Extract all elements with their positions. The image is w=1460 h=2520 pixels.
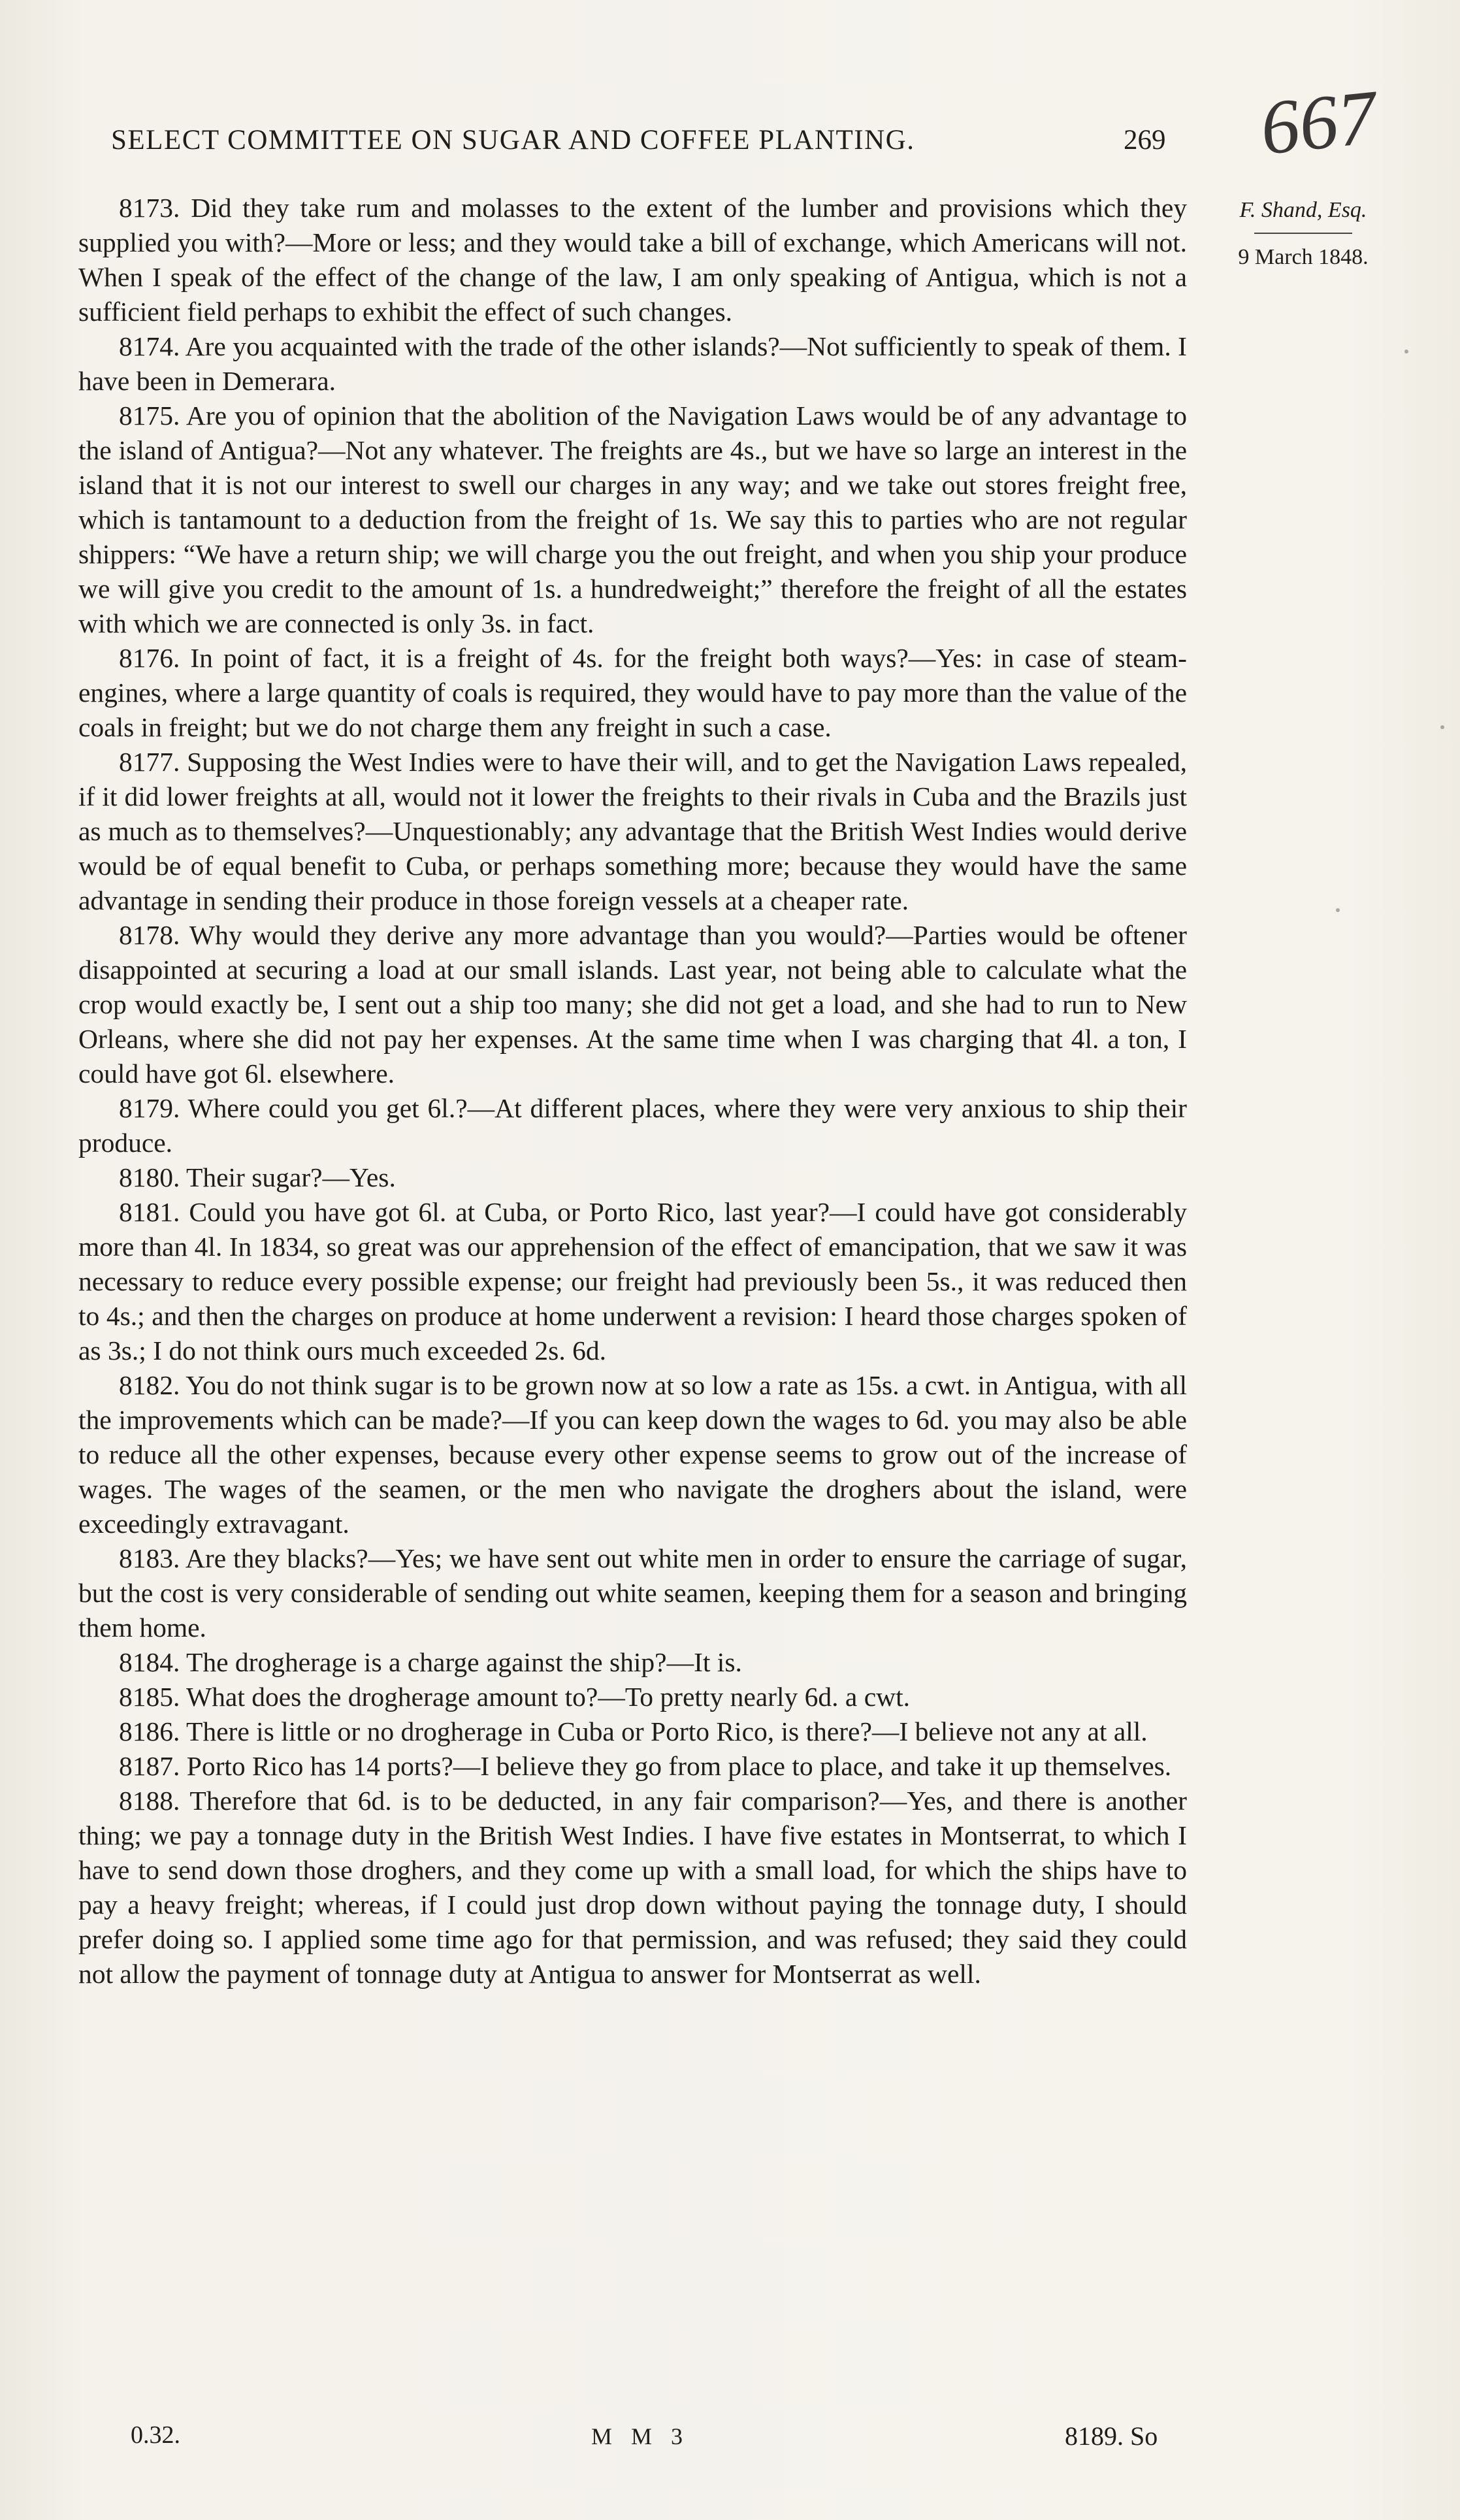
testimony-date: 9 March 1848.	[1238, 245, 1369, 269]
paragraph-8174: 8174. Are you acquainted with the trade of the other islands?—Not sufficiently to speak of them. I have been in Demerara.	[78, 331, 1187, 396]
paper-speck	[1336, 908, 1340, 912]
margin-divider	[1254, 233, 1352, 234]
handwritten-folio-number: 667	[1256, 74, 1381, 171]
paragraph-8181: 8181. Could you have got 6l. at Cuba, or Porto Rico, last year?—I could have got considerably more than 4l. In 1834, so great was our apprehension of the effect of emancipation, that we saw it was necessary to reduce every possible expense; our freight had previously been 5s., it was reduced then to 4s.; and then the charges on produce at home underwent a revision: I heard those charges spoken of as 3s.; I do not think ours much exceeded 2s. 6d.	[78, 1197, 1187, 1366]
paragraph-8188: 8188. Therefore that 6d. is to be deducted, in any fair comparison?—Yes, and there is another thing; we pay a tonnage duty in the British West Indies. I have five estates in Montserrat, to which I have to send down those droghers, and they come up with a small load, for which the ships have to pay a heavy freight; whereas, if I could just drop down without paying the tonnage duty, I should prefer doing so. I applied some time ago for that permission, and was refused; they said they could not allow the payment of tonnage duty at Antigua to answer for Montserrat as well.	[78, 1786, 1187, 1989]
paragraph-8178: 8178. Why would they derive any more advantage than you would?—Parties would be oftener disappointed at securing a load at our small islands. Last year, not being able to calculate what the crop would exactly be, I sent out a ship too many; she did not get a load, and she had to run to New Orleans, where she did not pay her expenses. At the same time when I was charging that 4l. a ton, I could have got 6l. elsewhere.	[78, 920, 1187, 1088]
footer-catchword: 8189. So	[1065, 2421, 1158, 2451]
footer-signature-mark: M M 3	[591, 2423, 690, 2449]
paragraph-8185: 8185. What does the drogherage amount to?—To pretty nearly 6d. a cwt.	[119, 1682, 910, 1712]
paragraph-8177: 8177. Supposing the West Indies were to have their will, and to get the Navigation Laws repealed, if it did lower freights at all, would not it lower the freights to their rivals in Cuba and the Brazils just as much as to themselves?—Unquestionably; any advantage that the British West Indies would derive would be of equal benefit to Cuba, or perhaps something more; because they would have the same advantage in sending their produce in those foreign vessels at a cheaper rate.	[78, 747, 1187, 915]
paragraph-8175: 8175. Are you of opinion that the abolition of the Navigation Laws would be of any advantage to the island of Antigua?—Not any whatever. The freights are 4s., but we have so large an interest in the island that it is not our interest to swell our charges in any way; and we take out stores freight free, which is tantamount to a deduction from the freight of 1s. We say this to parties who are not regular shippers: “We have a return ship; we will charge you the out freight, and when you ship your produce we will give you credit to the amount of 1s. a hundredweight;” therefore the freight of all the estates with which we are connected is only 3s. in fact.	[78, 401, 1187, 638]
testimony-body	[78, 191, 1187, 1991]
paper-speck	[1440, 725, 1444, 729]
paragraph-8182: 8182. You do not think sugar is to be grown now at so low a rate as 15s. a cwt. in Antigua, with all the improvements which can be made?—If you can keep down the wages to 6d. you may also be able to reduce all the other expenses, because every other expense seems to grow out of the increase of wages. The wages of the seamen, or the men who navigate the droghers about the island, were exceedingly extravagant.	[78, 1370, 1187, 1539]
paragraph-8179: 8179. Where could you get 6l.?—At different places, where they were very anxious to ship their produce.	[78, 1093, 1187, 1158]
witness-name: F. Shand, Esq.	[1239, 198, 1367, 222]
paragraph-8173: 8173. Did they take rum and molasses to the extent of the lumber and provisions which they supplied you with?—More or less; and they would take a bill of exchange, which Americans will not. When I speak of the effect of the change of the law, I am only speaking of Antigua, which is not a sufficient field perhaps to exhibit the effect of such changes.	[78, 193, 1187, 327]
margin-note	[1209, 191, 1398, 277]
footer-sheet-number: 0.32.	[131, 2421, 180, 2449]
paragraph-8184: 8184. The drogherage is a charge against the ship?—It is.	[119, 1647, 742, 1677]
paragraph-8183: 8183. Are they blacks?—Yes; we have sent out white men in order to ensure the carriage of sugar, but the cost is very considerable of sending out white seamen, keeping them for a season and bringing them home.	[78, 1543, 1187, 1643]
paragraph-8180: 8180. Their sugar?—Yes.	[119, 1162, 396, 1192]
paper-speck	[1404, 350, 1408, 353]
running-title: SELECT COMMITTEE ON SUGAR AND COFFEE PLANTING.	[111, 125, 915, 155]
page-number: 269	[1124, 125, 1166, 155]
paragraph-8187: 8187. Porto Rico has 14 ports?—I believe they go from place to place, and take it up themselves.	[119, 1751, 1172, 1781]
paragraph-8176: 8176. In point of fact, it is a freight of 4s. for the freight both ways?—Yes: in case of steam-engines, where a large quantity of coals is required, they would have to pay more than the value of the coals in freight; but we do not charge them any freight in such a case.	[78, 643, 1187, 742]
paragraph-8186: 8186. There is little or no drogherage in Cuba or Porto Rico, is there?—I believe not any at all.	[119, 1716, 1148, 1746]
